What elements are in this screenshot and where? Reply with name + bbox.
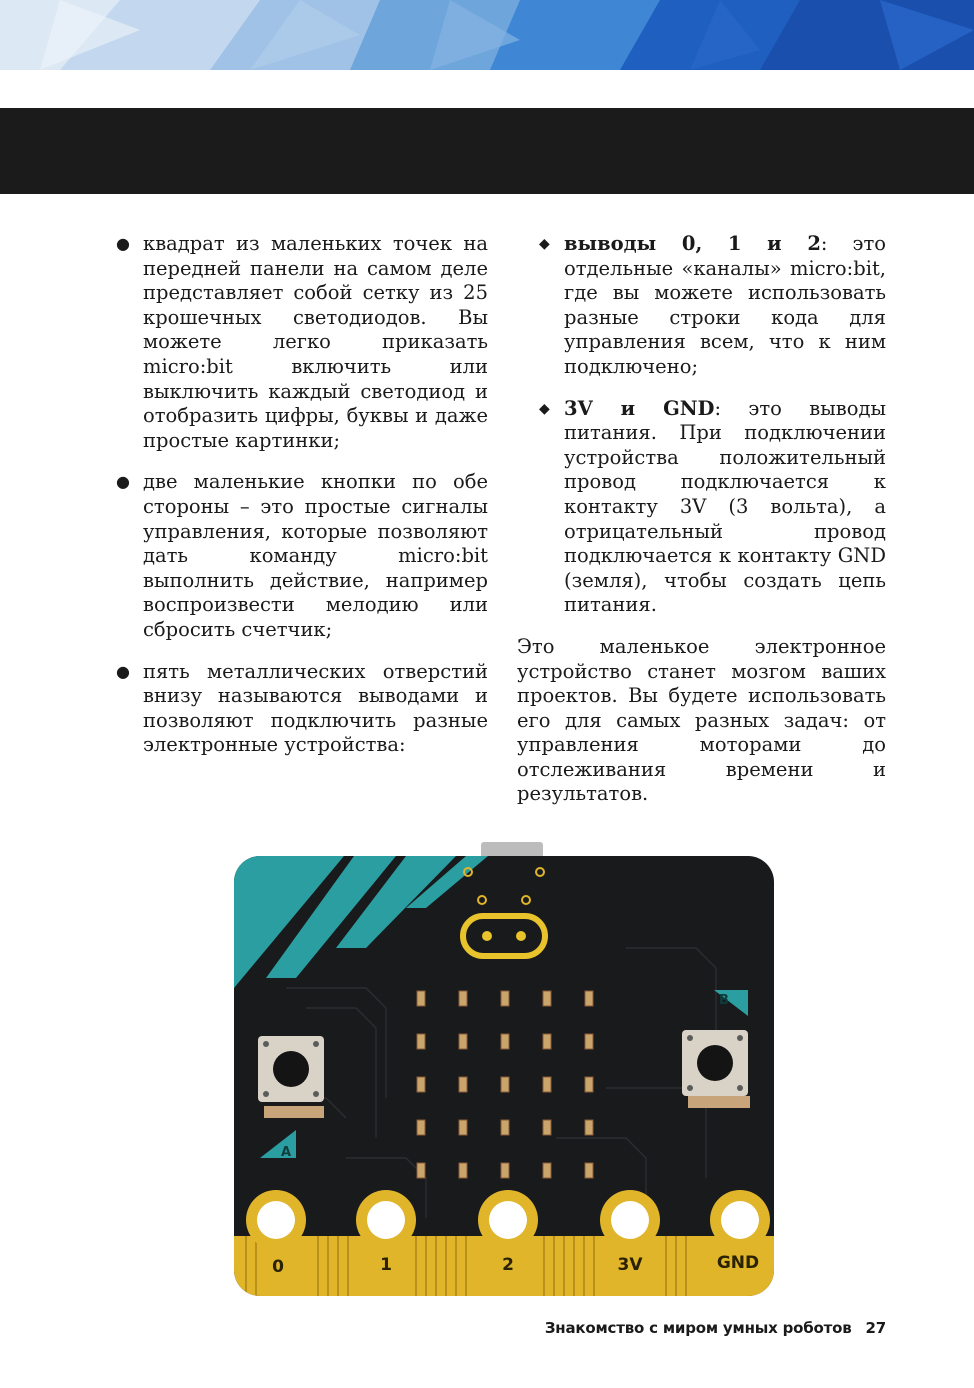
usb-connector — [481, 842, 543, 858]
list-item-text: пять металлических отверстий внизу называются выводами и позволяют подключить разные электронные устройства: — [143, 659, 488, 757]
pin-label: 0 — [272, 1257, 284, 1277]
bullet-dot-icon: ● — [116, 661, 130, 681]
list-item-text: : это отдельные «каналы» micro:bit, где вы можете использовать разные строки кода для управления всем, что к ним подключено; — [564, 232, 887, 378]
bullet-diamond-icon: ◆ — [539, 236, 550, 252]
list-item-term: выводы 0, 1 и 2 — [564, 232, 821, 255]
summary-paragraph: Это маленькое электронное устройство станет мозгом ваших проектов. Вы будете использовать его для самых разных задач: от управления моторами до отслеживания времени и результатов. — [517, 634, 886, 806]
button-a-label: A — [280, 1145, 292, 1160]
pin-label: 1 — [380, 1255, 392, 1275]
list-item-term: 3V и GND — [564, 396, 715, 420]
left-bullet-list — [116, 232, 488, 758]
bullet-diamond-icon: ◆ — [539, 400, 550, 417]
pin-label: 2 — [502, 1255, 514, 1275]
right-column — [517, 232, 886, 807]
footer-title: Знакомство с миром умных роботов — [544, 1319, 852, 1337]
list-item-text: квадрат из маленьких точек на передней панели на самом деле представляет собой сетку из 25 крошечных светодиодов. Вы можете легко приказать micro:bit включить или выключить каждый светодиод и отобразить цифры, буквы и даже простые картинки; — [143, 232, 488, 452]
list-item — [116, 470, 488, 642]
left-column — [116, 232, 488, 775]
page-number: 27 — [865, 1319, 886, 1337]
page-footer — [545, 1319, 886, 1337]
pin-label: GND — [716, 1253, 760, 1273]
chapter-title-bar — [0, 108, 974, 194]
list-item-text: : это выводы питания. При подключении устройства положительный провод подключается к контакту 3V (3 вольта), а отрицательный провод подключается к контакту GND (земля), чтобы создать цепь питания. — [564, 396, 886, 617]
header-banner — [0, 0, 974, 70]
list-item-text: две маленькие кнопки по обе стороны – это простые сигналы управления, которые позволяют дать команду micro:bit выполнить действие, например воспроизвести мелодию или сбросить счетчик; — [143, 470, 488, 641]
list-item — [517, 232, 886, 380]
microbit-board-photo — [226, 838, 781, 1308]
right-bullet-list — [517, 232, 886, 618]
bullet-dot-icon: ● — [116, 234, 130, 253]
list-item — [116, 232, 488, 453]
list-item — [517, 397, 886, 618]
button-b — [682, 1030, 750, 1108]
list-item — [116, 660, 488, 758]
pin-label: 3V — [617, 1255, 643, 1275]
button-b-label: B — [719, 993, 729, 1008]
bullet-dot-icon: ● — [116, 472, 130, 492]
